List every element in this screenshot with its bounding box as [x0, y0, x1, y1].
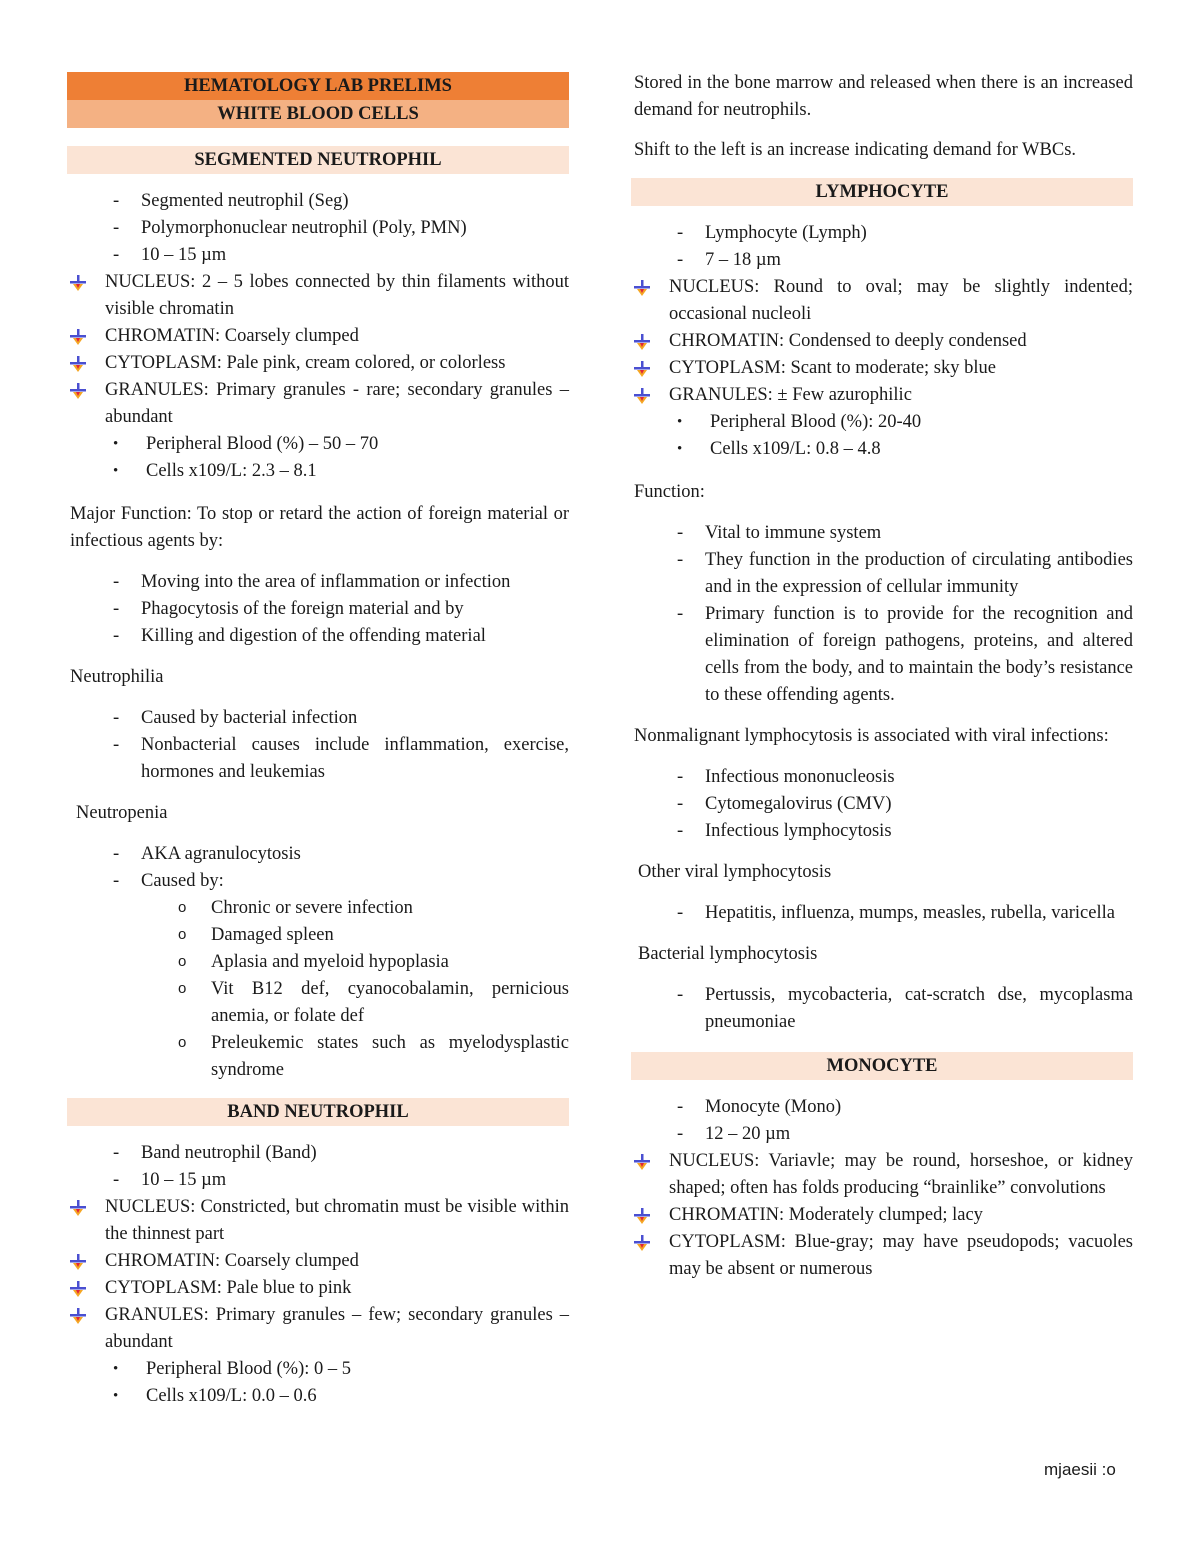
- property-item: [67, 377, 569, 431]
- left-column: [67, 70, 569, 1410]
- arrow-down-bullet-icon: [69, 328, 87, 346]
- arrow-down-bullet-icon: [69, 1280, 87, 1298]
- neutropenia-label: Neutropenia: [76, 803, 168, 823]
- property-text: CHROMATIN: Coarsely clumped: [105, 1251, 359, 1271]
- list-item: - Segmented neutrophil (Seg): [67, 188, 569, 215]
- count-item: • Peripheral Blood (%): 20-40: [631, 409, 1133, 436]
- property-item: [67, 323, 569, 350]
- arrow-down-bullet-icon: [69, 382, 87, 400]
- list-item: - Monocyte (Mono): [631, 1094, 1133, 1121]
- property-item: [67, 1275, 569, 1302]
- list-item: - 12 – 20 µm: [631, 1121, 1133, 1148]
- list-item: - Pertussis, mycobacteria, cat-scratch dse, mycoplasma pneumoniae: [631, 982, 1133, 1036]
- nonmalignant-label: Nonmalignant lymphocytosis is associated with viral infections:: [634, 726, 1109, 746]
- neutrophilia-label: Neutrophilia: [70, 667, 164, 687]
- property-text: NUCLEUS: Constricted, but chromatin must be visible within the thinnest part: [105, 1197, 569, 1244]
- arrow-down-bullet-icon: [633, 1234, 651, 1252]
- list-item: - Killing and digestion of the offending material: [67, 623, 569, 650]
- right-column: [631, 70, 1133, 1283]
- property-text: GRANULES: Primary granules - rare; secondary granules – abundant: [105, 380, 569, 427]
- sub-list-item: o Aplasia and myeloid hypoplasia: [67, 949, 569, 976]
- arrow-down-bullet-icon: [633, 387, 651, 405]
- count-item: • Peripheral Blood (%): 0 – 5: [67, 1356, 569, 1383]
- intro-paragraph: Shift to the left is an increase indicating demand for WBCs.: [634, 140, 1077, 160]
- other-viral-label: Other viral lymphocytosis: [638, 862, 832, 882]
- count-item: • Peripheral Blood (%) – 50 – 70: [67, 431, 569, 458]
- function-intro: Major Function: To stop or retard the action of foreign material or infectious agents by:: [70, 504, 569, 551]
- section-heading-monocyte: MONOCYTE: [631, 1052, 1133, 1080]
- list-item: - 10 – 15 µm: [67, 242, 569, 269]
- property-text: CHROMATIN: Coarsely clumped: [105, 326, 359, 346]
- arrow-down-bullet-icon: [69, 274, 87, 292]
- list-item: - Polymorphonuclear neutrophil (Poly, PMN): [67, 215, 569, 242]
- list-item: - Caused by bacterial infection: [67, 705, 569, 732]
- footer-signature: mjaesii :o: [1044, 1460, 1116, 1479]
- list-item: - Caused by:: [67, 868, 569, 895]
- property-text: NUCLEUS: Variavle; may be round, horseshoe, or kidney shaped; often has folds producing “brainlike” convolutions: [669, 1151, 1133, 1198]
- property-text: NUCLEUS: 2 – 5 lobes connected by thin filaments without visible chromatin: [105, 272, 569, 319]
- property-item: [67, 1248, 569, 1275]
- list-item: - They function in the production of circulating antibodies and in the expression of cellular immunity: [631, 547, 1133, 601]
- section-heading-segmented-neutrophil: SEGMENTED NEUTROPHIL: [67, 146, 569, 174]
- property-text: CYTOPLASM: Blue-gray; may have pseudopods; vacuoles may be absent or numerous: [669, 1232, 1133, 1279]
- property-item: [631, 328, 1133, 355]
- property-text: CHROMATIN: Condensed to deeply condensed: [669, 331, 1027, 351]
- list-item: - 7 – 18 µm: [631, 247, 1133, 274]
- property-text: NUCLEUS: Round to oval; may be slightly indented; occasional nucleoli: [669, 277, 1133, 324]
- function-label: Function:: [634, 482, 705, 502]
- property-text: CYTOPLASM: Pale blue to pink: [105, 1278, 352, 1298]
- property-item: [631, 274, 1133, 328]
- arrow-down-bullet-icon: [633, 1153, 651, 1171]
- list-item: - Lymphocyte (Lymph): [631, 220, 1133, 247]
- property-item: [67, 350, 569, 377]
- sub-list-item: o Chronic or severe infection: [67, 895, 569, 922]
- list-item: - Hepatitis, influenza, mumps, measles, rubella, varicella: [631, 900, 1133, 927]
- arrow-down-bullet-icon: [69, 1199, 87, 1217]
- property-item: [67, 1302, 569, 1356]
- section-heading-lymphocyte: LYMPHOCYTE: [631, 178, 1133, 206]
- sub-list-item: o Vit B12 def, cyanocobalamin, pernicious anemia, or folate def: [67, 976, 569, 1030]
- property-text: CHROMATIN: Moderately clumped; lacy: [669, 1205, 983, 1225]
- sub-list-item: o Damaged spleen: [67, 922, 569, 949]
- list-item: - AKA agranulocytosis: [67, 841, 569, 868]
- property-item: [631, 355, 1133, 382]
- property-text: GRANULES: ± Few azurophilic: [669, 385, 912, 405]
- property-text: GRANULES: Primary granules – few; secondary granules – abundant: [105, 1305, 569, 1352]
- list-item: - Infectious lymphocytosis: [631, 818, 1133, 845]
- list-item: - Band neutrophil (Band): [67, 1140, 569, 1167]
- sub-list-item: o Preleukemic states such as myelodysplastic syndrome: [67, 1030, 569, 1084]
- property-item: [631, 1148, 1133, 1202]
- property-item: [631, 1229, 1133, 1283]
- list-item: - 10 – 15 µm: [67, 1167, 569, 1194]
- property-text: CYTOPLASM: Pale pink, cream colored, or colorless: [105, 353, 506, 373]
- arrow-down-bullet-icon: [69, 1253, 87, 1271]
- arrow-down-bullet-icon: [633, 279, 651, 297]
- page-subtitle: WHITE BLOOD CELLS: [67, 100, 569, 128]
- property-item: [67, 1194, 569, 1248]
- count-item: • Cells x109/L: 2.3 – 8.1: [67, 458, 569, 485]
- property-text: CYTOPLASM: Scant to moderate; sky blue: [669, 358, 996, 378]
- bacterial-label: Bacterial lymphocytosis: [638, 944, 818, 964]
- list-item: - Nonbacterial causes include inflammation, exercise, hormones and leukemias: [67, 732, 569, 786]
- count-item: • Cells x109/L: 0.0 – 0.6: [67, 1383, 569, 1410]
- list-item: - Moving into the area of inflammation or infection: [67, 569, 569, 596]
- count-item: • Cells x109/L: 0.8 – 4.8: [631, 436, 1133, 463]
- arrow-down-bullet-icon: [69, 1307, 87, 1325]
- section-heading-band-neutrophil: BAND NEUTROPHIL: [67, 1098, 569, 1126]
- list-item: - Vital to immune system: [631, 520, 1133, 547]
- intro-paragraph: Stored in the bone marrow and released when there is an increased demand for neutrophils.: [634, 73, 1133, 120]
- list-item: - Phagocytosis of the foreign material and by: [67, 596, 569, 623]
- arrow-down-bullet-icon: [633, 1207, 651, 1225]
- property-item: [631, 382, 1133, 409]
- list-item: - Cytomegalovirus (CMV): [631, 791, 1133, 818]
- arrow-down-bullet-icon: [633, 360, 651, 378]
- arrow-down-bullet-icon: [633, 333, 651, 351]
- property-item: [67, 269, 569, 323]
- page-title: HEMATOLOGY LAB PRELIMS: [67, 72, 569, 112]
- list-item: - Infectious mononucleosis: [631, 764, 1133, 791]
- list-item: - Primary function is to provide for the recognition and elimination of foreign pathogens, proteins, and altered cells from the body, and to maintain the body’s resistance to these offending agents.: [631, 601, 1133, 709]
- arrow-down-bullet-icon: [69, 355, 87, 373]
- property-item: [631, 1202, 1133, 1229]
